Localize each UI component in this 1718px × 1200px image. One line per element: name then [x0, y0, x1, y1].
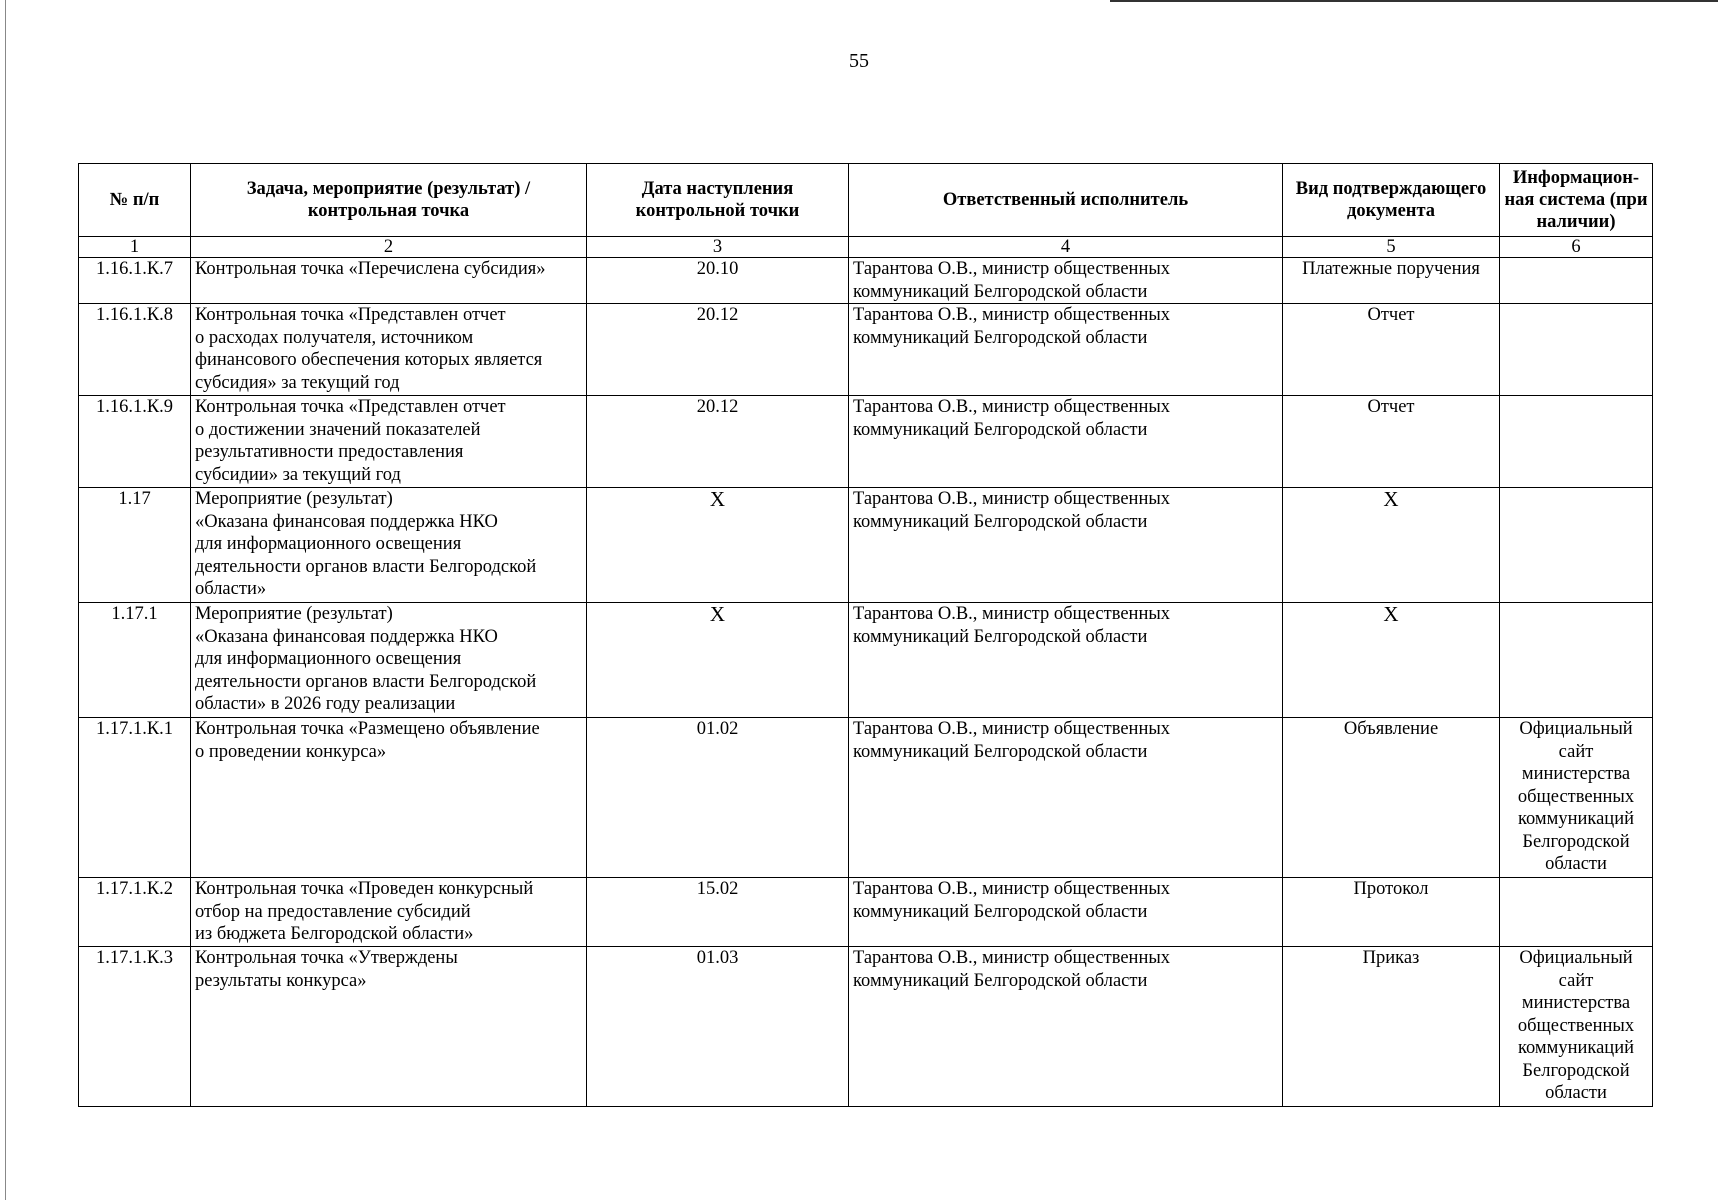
- task-line: «Оказана финансовая поддержка НКО: [195, 626, 498, 647]
- task-cell: [191, 718, 587, 878]
- control-points-table: [78, 163, 1653, 1107]
- responsible-line: коммуникаций Белгородской области: [853, 741, 1148, 762]
- info-system-cell: [1500, 258, 1653, 304]
- task-line: субсидия» за текущий год: [195, 372, 400, 393]
- task-cell: [191, 304, 587, 396]
- header-date: Дата наступления контрольной точки: [587, 164, 849, 237]
- responsible-line: Тарантова О.В., министр общественных: [853, 948, 1171, 968]
- responsible-line: Тарантова О.В., министр общественных: [853, 259, 1171, 279]
- date-cell: 01.03: [587, 947, 849, 1107]
- responsible-line: Тарантова О.В., министр общественных: [853, 604, 1171, 624]
- info-system-line: министерства: [1521, 993, 1631, 1013]
- task-line: Контрольная точка «Проведен конкурсный: [195, 879, 534, 899]
- header-system: Информацион-ная система (при наличии): [1500, 164, 1653, 237]
- column-number: 6: [1500, 237, 1653, 258]
- task-line: результативности предоставления: [195, 442, 464, 462]
- task-line: из бюджета Белгородской области»: [195, 924, 474, 944]
- responsible-line: коммуникаций Белгородской области: [853, 901, 1148, 922]
- task-line: Мероприятие (результат): [195, 604, 393, 624]
- page-edge-line: [1110, 0, 1718, 2]
- task-line: Контрольная точка «Утверждены: [195, 948, 458, 968]
- info-system-cell: [1500, 488, 1653, 603]
- info-system-line: Белгородской: [1522, 1060, 1630, 1081]
- info-system-cell: [1500, 396, 1653, 488]
- info-system-cell: [1500, 304, 1653, 396]
- table-row: [79, 258, 1653, 304]
- task-line: Контрольная точка «Перечислена субсидия»: [195, 259, 546, 279]
- info-system-line: общественных: [1517, 1015, 1635, 1036]
- task-line: субсидии» за текущий год: [195, 464, 401, 485]
- responsible-cell: [849, 718, 1283, 878]
- task-line: «Оказана финансовая поддержка НКО: [195, 511, 498, 532]
- responsible-cell: [849, 947, 1283, 1107]
- document-type-cell: Отчет: [1283, 304, 1500, 396]
- document-type-cell: Объявление: [1283, 718, 1500, 878]
- column-number: 2: [191, 237, 587, 258]
- document-type-cell: Протокол: [1283, 878, 1500, 947]
- task-line: результаты конкурса»: [195, 970, 367, 991]
- responsible-cell: [849, 304, 1283, 396]
- task-line: о расходах получателя, источником: [195, 327, 474, 348]
- responsible-cell: [849, 603, 1283, 718]
- task-line: Мероприятие (результат): [195, 489, 393, 509]
- info-system-line: области: [1545, 854, 1607, 874]
- task-line: Контрольная точка «Представлен отчет: [195, 397, 506, 417]
- task-line: области» в 2026 году реализации: [195, 694, 456, 714]
- row-number: 1.16.1.К.9: [79, 396, 191, 488]
- task-line: Контрольная точка «Размещено объявление: [195, 719, 540, 739]
- column-number: 3: [587, 237, 849, 258]
- row-number: 1.17.1: [79, 603, 191, 718]
- page-edge-line-left: [5, 0, 6, 1200]
- table-row: [79, 718, 1653, 878]
- date-cell: 15.02: [587, 878, 849, 947]
- column-number: 5: [1283, 237, 1500, 258]
- document-type-cell: X: [1283, 488, 1500, 603]
- document-type-cell: X: [1283, 603, 1500, 718]
- row-number: 1.16.1.К.7: [79, 258, 191, 304]
- task-cell: [191, 947, 587, 1107]
- table-row: [79, 878, 1653, 947]
- row-number: 1.17.1.К.2: [79, 878, 191, 947]
- responsible-line: коммуникаций Белгородской области: [853, 327, 1148, 348]
- responsible-line: Тарантова О.В., министр общественных: [853, 305, 1171, 325]
- info-system-cell: [1500, 878, 1653, 947]
- info-system-cell: [1500, 603, 1653, 718]
- task-cell: [191, 488, 587, 603]
- responsible-line: Тарантова О.В., министр общественных: [853, 879, 1171, 899]
- task-line: отбор на предоставление субсидий: [195, 901, 471, 922]
- responsible-cell: [849, 488, 1283, 603]
- info-system-cell: [1500, 947, 1653, 1107]
- date-cell: 01.02: [587, 718, 849, 878]
- date-cell: 20.12: [587, 304, 849, 396]
- page-number: 55: [849, 50, 869, 72]
- task-line: Контрольная точка «Представлен отчет: [195, 305, 506, 325]
- task-line: деятельности органов власти Белгородской: [195, 671, 537, 692]
- header-responsible: Ответственный исполнитель: [849, 164, 1283, 237]
- responsible-line: Тарантова О.В., министр общественных: [853, 489, 1171, 509]
- task-cell: [191, 258, 587, 304]
- info-system-line: области: [1545, 1083, 1607, 1103]
- responsible-cell: [849, 396, 1283, 488]
- column-number-row: [79, 237, 1653, 258]
- table-row: [79, 396, 1653, 488]
- responsible-line: коммуникаций Белгородской области: [853, 281, 1148, 302]
- table-row: [79, 304, 1653, 396]
- info-system-line: общественных: [1517, 786, 1635, 807]
- info-system-line: Официальный: [1519, 948, 1633, 968]
- task-line: для информационного освещения: [195, 534, 462, 554]
- task-line: финансового обеспечения которых является: [195, 350, 543, 370]
- table-row: [79, 603, 1653, 718]
- date-cell: 20.10: [587, 258, 849, 304]
- task-line: о проведении конкурса»: [195, 741, 387, 762]
- header-num: № п/п: [79, 164, 191, 237]
- date-cell: 20.12: [587, 396, 849, 488]
- header-document: Вид подтверждающего документа: [1283, 164, 1500, 237]
- row-number: 1.17.1.К.1: [79, 718, 191, 878]
- date-cell: X: [587, 488, 849, 603]
- info-system-line: коммуникаций: [1517, 809, 1635, 829]
- task-line: области»: [195, 579, 267, 599]
- info-system-line: сайт: [1558, 970, 1594, 991]
- responsible-line: коммуникаций Белгородской области: [853, 626, 1148, 647]
- task-line: для информационного освещения: [195, 649, 462, 669]
- column-number: 4: [849, 237, 1283, 258]
- responsible-line: коммуникаций Белгородской области: [853, 419, 1148, 440]
- document-type-cell: Отчет: [1283, 396, 1500, 488]
- responsible-line: Тарантова О.В., министр общественных: [853, 719, 1171, 739]
- responsible-cell: [849, 878, 1283, 947]
- column-number: 1: [79, 237, 191, 258]
- table-row: [79, 947, 1653, 1107]
- responsible-line: коммуникаций Белгородской области: [853, 970, 1148, 991]
- info-system-line: Белгородской: [1522, 831, 1630, 852]
- info-system-cell: [1500, 718, 1653, 878]
- info-system-line: Официальный: [1519, 719, 1633, 739]
- task-cell: [191, 603, 587, 718]
- responsible-line: коммуникаций Белгородской области: [853, 511, 1148, 532]
- document-type-cell: Приказ: [1283, 947, 1500, 1107]
- header-task: Задача, мероприятие (результат) / контрольная точка: [191, 164, 587, 237]
- row-number: 1.17.1.К.3: [79, 947, 191, 1107]
- date-cell: X: [587, 603, 849, 718]
- table-row: [79, 488, 1653, 603]
- document-type-cell: Платежные поручения: [1283, 258, 1500, 304]
- table-header-row: [79, 164, 1653, 237]
- task-cell: [191, 396, 587, 488]
- row-number: 1.17: [79, 488, 191, 603]
- task-cell: [191, 878, 587, 947]
- info-system-line: сайт: [1558, 741, 1594, 762]
- task-line: деятельности органов власти Белгородской: [195, 556, 537, 577]
- responsible-line: Тарантова О.В., министр общественных: [853, 397, 1171, 417]
- row-number: 1.16.1.К.8: [79, 304, 191, 396]
- info-system-line: коммуникаций: [1517, 1038, 1635, 1058]
- table-body: [79, 258, 1653, 1107]
- info-system-line: министерства: [1521, 764, 1631, 784]
- task-line: о достижении значений показателей: [195, 419, 481, 440]
- responsible-cell: [849, 258, 1283, 304]
